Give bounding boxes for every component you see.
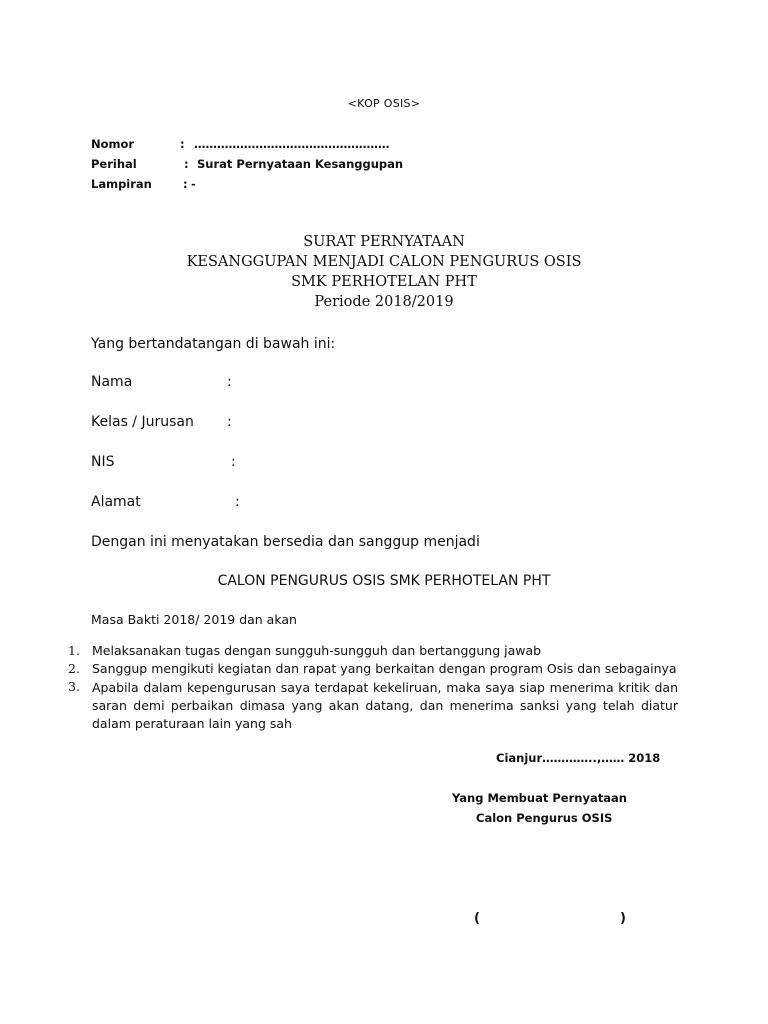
- field-separator: :: [227, 414, 232, 430]
- meta-value: Surat Pernyataan Kesanggupan: [197, 157, 404, 171]
- meta-label: Perihal: [91, 157, 137, 171]
- signer-line-1: Yang Membuat Pernyataan: [452, 791, 627, 805]
- position-title: CALON PENGURUS OSIS SMK PERHOTELAN PHT: [217, 573, 551, 589]
- meta-value: ……………………………………………: [194, 137, 390, 151]
- statement-text: Dengan ini menyatakan bersedia dan sanggup menjadi: [91, 534, 480, 550]
- document-title: [0, 232, 768, 312]
- meta-label: Lampiran: [91, 177, 152, 191]
- title-line-2: KESANGGUPAN MENJADI CALON PENGURUS OSIS: [186, 254, 582, 270]
- meta-separator: :: [184, 157, 189, 171]
- title-line-3: SMK PERHOTELAN PHT: [291, 274, 477, 290]
- list-number: 2.: [68, 661, 80, 676]
- meta-lampiran: [91, 177, 491, 197]
- list-item-2: Sanggup mengikuti kegiatan dan rapat yang berkaitan dengan program Osis dan sebagainya: [92, 661, 677, 676]
- field-label-nis: NIS: [91, 454, 115, 470]
- list-number: 1.: [68, 643, 80, 658]
- field-label-kelas: Kelas / Jurusan: [91, 414, 194, 430]
- signature-open-bracket: (: [474, 911, 480, 926]
- signature-close-bracket: ): [620, 911, 626, 926]
- meta-label: Nomor: [91, 137, 135, 151]
- intro-text: Yang bertandatangan di bawah ini:: [91, 336, 336, 352]
- place-date: Cianjur…………..,…… 2018: [496, 751, 661, 765]
- field-separator: :: [231, 454, 236, 470]
- list-number: 3.: [68, 679, 80, 694]
- list-item-3: Apabila dalam kepengurusan saya terdapat kekeliruan, maka saya siap menerima kritik dan saran demi perbaikan dimasa yang akan datang, dan menerima sanksi yang telah diatur dalam peraturaan lain yang sah: [92, 680, 678, 731]
- field-separator: :: [235, 494, 240, 510]
- meta-value: -: [191, 177, 196, 191]
- meta-separator: :: [180, 137, 185, 151]
- title-line-4: Periode 2018/2019: [314, 294, 454, 310]
- field-separator: :: [227, 374, 232, 390]
- title-line-1: SURAT PERNYATAAN: [303, 234, 465, 250]
- masa-bakti-text: Masa Bakti 2018/ 2019 dan akan: [91, 612, 297, 627]
- meta-perihal: [91, 157, 491, 177]
- meta-separator: :: [183, 177, 188, 191]
- signer-line-2: Calon Pengurus OSIS: [476, 811, 613, 825]
- field-label-alamat: Alamat: [91, 494, 141, 510]
- meta-nomor: [91, 137, 491, 157]
- kop-osis-header: <KOP OSIS>: [347, 97, 421, 110]
- field-label-nama: Nama: [91, 374, 133, 390]
- list-item-1: Melaksanakan tugas dengan sungguh-sungguh dan bertanggung jawab: [92, 643, 542, 658]
